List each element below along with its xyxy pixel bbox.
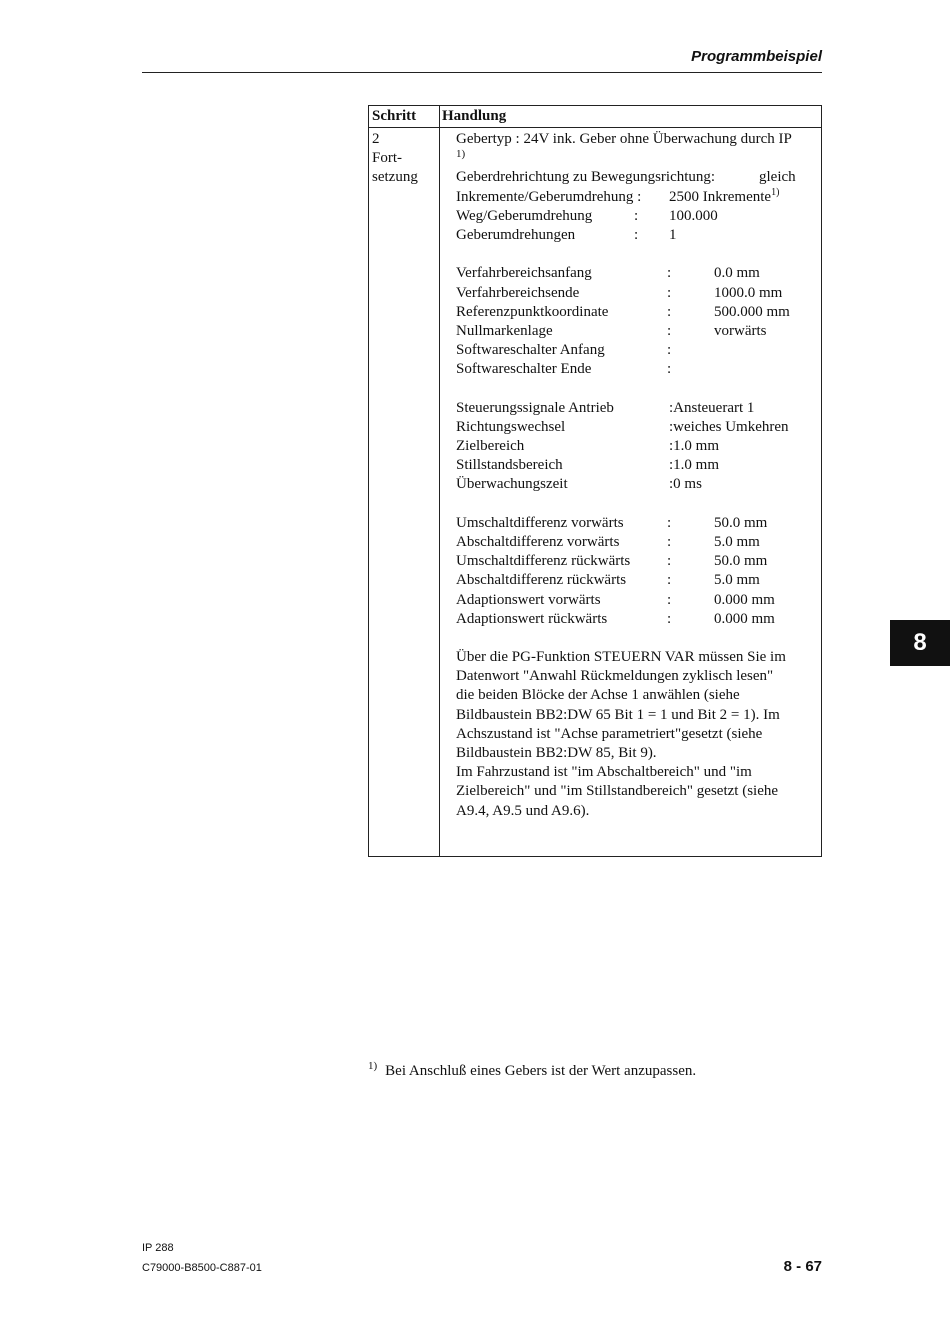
- geber-type-line: Gebertyp : 24V ink. Geber ohne Überwachung durch IP: [456, 131, 792, 147]
- parameter-value: 0.0 mm: [714, 265, 760, 282]
- parameter-row: [456, 475, 816, 494]
- parameter-colon: :: [667, 533, 672, 550]
- parameter-value: 50.0 mm: [714, 553, 768, 570]
- parameter-colon: :: [667, 572, 672, 589]
- parameter-label: Verfahrbereichsende: [456, 284, 580, 301]
- parameter-label: Stillstandsbereich: [456, 457, 563, 474]
- parameter-row: [456, 610, 816, 629]
- parameter-row: [456, 418, 816, 437]
- parameter-row: [456, 284, 816, 303]
- parameter-value: 0.000 mm: [714, 610, 775, 627]
- parameter-value: :1.0 mm: [669, 438, 720, 454]
- parameter-value: :1.0 mm: [669, 457, 720, 474]
- parameter-value: 5.0 mm: [714, 533, 760, 550]
- parameter-colon: :: [667, 284, 672, 301]
- column-header-handlung: Handlung: [442, 108, 507, 124]
- footnote: [368, 1060, 697, 1080]
- parameter-label: Umschaltdifferenz vorwärts: [456, 514, 624, 531]
- weg-row: Weg/Geberumdrehung : 100.000: [456, 207, 718, 224]
- parameter-colon: :: [667, 610, 672, 627]
- parameter-label: Abschaltdifferenz rückwärts: [456, 572, 627, 589]
- parameter-label: Adaptionswert rückwärts: [456, 610, 608, 627]
- parameter-label: Richtungswechsel: [456, 418, 566, 435]
- range-parameters: [456, 264, 816, 379]
- parameter-colon: :: [667, 342, 672, 359]
- page-number: 8 - 67: [783, 1258, 822, 1275]
- geber-type-note: 1): [456, 148, 466, 161]
- parameter-value: 1000.0 mm: [714, 284, 783, 301]
- paragraph-line: Bildbaustein BB2:DW 65 Bit 1 = 1 und Bit 2 = 1). Im: [456, 706, 780, 723]
- parameter-colon: :: [667, 514, 672, 531]
- paragraph-line: Zielbereich" und "im Stillstandbereich" gesetzt (siehe: [456, 783, 779, 800]
- parameter-value: :Ansteuerart 1: [669, 399, 755, 416]
- page-header-title: Programmbeispiel: [691, 48, 822, 65]
- switch-parameters: [456, 514, 816, 629]
- parameter-value: vorwärts: [714, 322, 767, 339]
- paragraph-line: A9.4, A9.5 und A9.6).: [456, 802, 590, 819]
- chapter-tab: 8: [890, 620, 950, 666]
- parameter-label: Adaptionswert vorwärts: [456, 591, 601, 608]
- paragraph-line: Im Fahrzustand ist "im Abschaltbereich" und "im: [456, 764, 752, 781]
- paragraph-line: Datenwort "Anwahl Rückmeldungen zyklisch lesen": [456, 668, 774, 685]
- parameter-value: :weiches Umkehren: [669, 418, 789, 435]
- parameter-label: Steuerungssignale Antrieb: [456, 399, 614, 416]
- parameter-row: [456, 399, 816, 418]
- parameter-colon: :: [667, 553, 672, 570]
- paragraph-line: die beiden Blöcke der Achse 1 anwählen (siehe: [456, 687, 740, 704]
- parameter-label: Verfahrbereichsanfang: [456, 265, 592, 282]
- parameter-row: [456, 341, 816, 360]
- parameter-value: :0 ms: [669, 476, 702, 493]
- header-divider: [369, 127, 821, 128]
- parameter-row: [456, 303, 816, 322]
- action-cell: [456, 130, 816, 821]
- step-number: 2: [372, 131, 380, 147]
- step-table: [368, 105, 822, 857]
- parameter-value: 0.000 mm: [714, 591, 775, 608]
- parameter-colon: :: [667, 361, 672, 378]
- parameter-colon: :: [667, 303, 672, 320]
- step-label-1: Fort-: [372, 150, 402, 167]
- parameter-value: 50.0 mm: [714, 514, 768, 531]
- parameter-row: [456, 437, 816, 456]
- drehrichtung-row: Geberdrehrichtung zu Bewegungsrichtung: gleich: [456, 169, 796, 186]
- parameter-row: [456, 360, 816, 379]
- footnote-text: Bei Anschluß eines Gebers ist der Wert anzupassen.: [385, 1063, 697, 1079]
- parameter-value: 5.0 mm: [714, 572, 760, 589]
- parameter-label: Zielbereich: [456, 438, 525, 454]
- parameter-row: [456, 552, 816, 571]
- inkremente-row: Inkremente/Geberumdrehung : 2500 Inkremente$^{1)}$: [456, 186, 780, 205]
- parameter-row: [456, 456, 816, 475]
- parameter-label: Überwachungszeit: [456, 476, 568, 493]
- instruction-paragraph: [456, 648, 816, 821]
- parameter-row: [456, 322, 816, 341]
- parameter-value: 500.000 mm: [714, 303, 790, 320]
- control-parameters: [456, 399, 816, 495]
- parameter-row: [456, 571, 816, 590]
- parameter-label: Nullmarkenlage: [456, 322, 553, 339]
- parameter-label: Referenzpunktkoordinate: [456, 303, 609, 320]
- umdrehungen-row: Geberumdrehungen : 1: [456, 226, 677, 243]
- column-header-schritt: Schritt: [372, 108, 417, 124]
- paragraph-line: Bildbaustein BB2:DW 85, Bit 9).: [456, 745, 657, 762]
- footnote-marker: 1): [368, 1060, 378, 1072]
- parameter-label: Softwareschalter Anfang: [456, 342, 605, 359]
- footer-product: IP 288: [142, 1242, 174, 1254]
- header-rule: [142, 72, 822, 73]
- parameter-colon: :: [667, 591, 672, 608]
- step-label-2: setzung: [372, 169, 418, 186]
- column-divider: [439, 106, 440, 856]
- footer-order-number: C79000-B8500-C887-01: [142, 1262, 262, 1274]
- paragraph-line: Über die PG-Funktion STEUERN VAR müssen Sie im: [456, 649, 786, 666]
- parameter-label: Abschaltdifferenz vorwärts: [456, 533, 620, 550]
- paragraph-line: Achszustand ist "Achse parametriert"gesetzt (siehe: [456, 725, 763, 742]
- parameter-colon: :: [667, 265, 672, 282]
- parameter-label: Softwareschalter Ende: [456, 361, 592, 378]
- parameter-row: [456, 264, 816, 283]
- step-cell: [372, 130, 418, 188]
- parameter-row: [456, 533, 816, 552]
- parameter-row: [456, 591, 816, 610]
- parameter-label: Umschaltdifferenz rückwärts: [456, 553, 631, 570]
- parameter-colon: :: [667, 322, 672, 339]
- parameter-row: [456, 514, 816, 533]
